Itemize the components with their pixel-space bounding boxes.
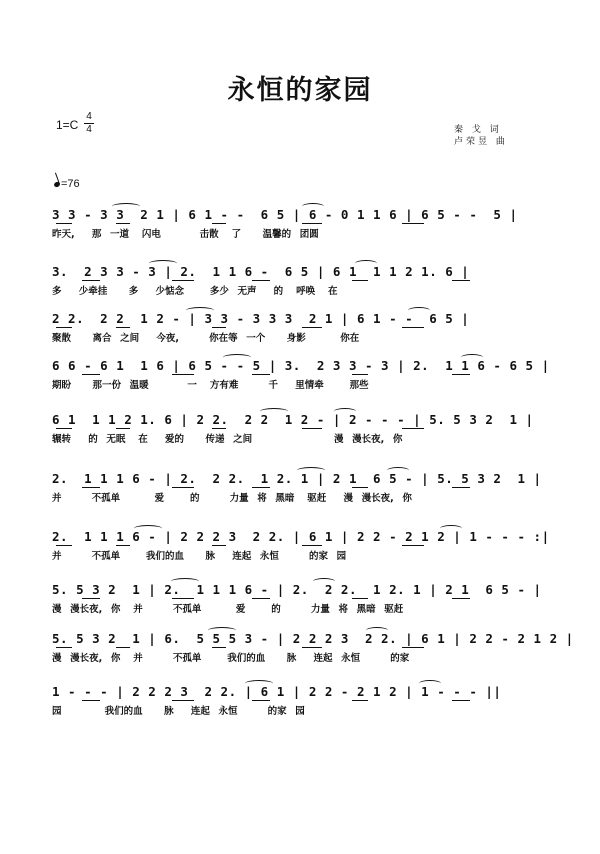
notes-text: 2 2. 2 2 1 2 - | 3 3 - 3 3 3 2 1 | 6 1 - - 6 5 | [52, 311, 470, 326]
score-row [52, 410, 534, 446]
beam-line [352, 598, 368, 599]
slur-mark [112, 203, 140, 210]
beam-line [172, 700, 194, 701]
notation-line [52, 580, 542, 600]
beam-line [452, 598, 470, 599]
notes-text: 3 3 - 3 3 2 1 | 6 1 - - 6 5 | 6 - 0 1 1 6 | 6 5 - - 5 | [52, 207, 518, 222]
beam-line [56, 223, 72, 224]
slur-mark [208, 627, 236, 634]
song-title: 永恒的家园 [227, 75, 373, 106]
notation-line [52, 629, 574, 649]
beam-line [302, 223, 322, 224]
lyrics-line: 园 我们的血 脉 连起 永恒 的家 园 [52, 706, 305, 717]
beam-line [212, 223, 226, 224]
slur-mark [419, 680, 441, 687]
tempo-marking [54, 178, 80, 190]
key-signature [56, 111, 92, 135]
beam-line [212, 428, 226, 429]
beam-line [252, 700, 270, 701]
notes-text: 2. 1 1 1 6 - | 2. 2 2. 1 2. 1 | 2 1 6 5 - | 5. 5 3 2 1 | [52, 471, 542, 486]
lyrics-line: 漫 漫长夜, 你 并 不孤单 我们的血 脉 连起 永恒 的家 [52, 653, 410, 664]
slur-mark [334, 408, 356, 415]
beam-line [172, 374, 194, 375]
beam-line [212, 327, 226, 328]
slur-mark [461, 354, 483, 361]
lyrics-line: 多 少牵挂 多 少惦念 多少 无声 的 呼唤 在 [52, 286, 338, 297]
beam-line [302, 545, 322, 546]
beam-line [82, 598, 100, 599]
beam-line [56, 545, 72, 546]
time-signature-bottom: 4 [86, 124, 92, 135]
slur-mark [245, 680, 273, 687]
time-signature-top: 4 [86, 111, 92, 122]
slur-mark [355, 260, 377, 267]
slur-mark [134, 525, 162, 532]
beam-line [402, 327, 424, 328]
beam-line [116, 428, 130, 429]
score-row [52, 309, 530, 345]
tempo-text: =76 [61, 178, 80, 190]
credits [454, 124, 508, 148]
lyrics-line: 聚散 离合 之间 今夜, 你在等 一个 身影 你在 [52, 333, 360, 344]
slur-mark [302, 203, 324, 210]
beam-line [116, 647, 130, 648]
beam-line [172, 598, 194, 599]
beam-line [302, 647, 322, 648]
beam-line [116, 545, 130, 546]
beam-line [56, 327, 72, 328]
beam-line [402, 647, 424, 648]
lyrics-line: 并 不孤单 爱 的 力量 将 黑暗 驱赶 漫 漫长夜, 你 [52, 493, 412, 504]
beam-line [116, 223, 130, 224]
notes-text: 5. 5 3 2 1 | 6. 5 5 5 3 - | 2 2 2 3 2 2. | 6 1 | 2 2 - 2 1 2 | [52, 631, 574, 646]
slur-mark [366, 627, 388, 634]
beam-line [82, 374, 100, 375]
beam-line [302, 327, 322, 328]
slur-mark [440, 525, 462, 532]
beam-line [352, 487, 368, 488]
key-text: 1=C [56, 118, 79, 132]
time-signature [84, 112, 94, 135]
notes-text: 6 1 1 1 2 1. 6 | 2 2. 2 2 1 2 - | 2 - - - | 5. 5 3 2 1 | [52, 412, 534, 427]
beam-line [402, 223, 424, 224]
score-row [52, 356, 550, 392]
beam-line [452, 280, 470, 281]
beam-line [252, 280, 270, 281]
slur-mark [171, 578, 199, 585]
slur-mark [408, 307, 430, 314]
notation-line [52, 262, 530, 282]
composer-credit: 卢荣昱 曲 [454, 137, 508, 147]
score-row [52, 527, 550, 563]
notation-line [52, 309, 530, 329]
notes-text: 3. 2 3 3 - 3 | 2. 1 1 6 - 6 5 | 6 1 1 1 2 1. 6 | [52, 264, 470, 279]
notes-text: 1 - - - | 2 2 2 3 2 2. | 6 1 | 2 2 - 2 1 2 | 1 - - - || [52, 684, 502, 699]
slur-mark [260, 408, 288, 415]
beam-line [82, 700, 100, 701]
slur-mark [149, 260, 177, 267]
slur-mark [387, 467, 409, 474]
notation-line [52, 410, 534, 430]
beam-line [452, 487, 470, 488]
beam-line [252, 487, 270, 488]
slur-mark [223, 354, 251, 361]
beam-line [212, 545, 226, 546]
lyrics-line: 并 不孤单 我们的血 脉 连起 永恒 的家 园 [52, 551, 347, 562]
beam-line [352, 374, 368, 375]
beam-line [252, 598, 270, 599]
beam-line [56, 428, 72, 429]
score-row [52, 682, 530, 718]
score-row [52, 629, 574, 665]
notes-text: 6 6 - 6 1 1 6 | 6 5 - - 5 | 3. 2 3 3 - 3 | 2. 1 1 6 - 6 5 | [52, 358, 550, 373]
quarter-note-icon [53, 181, 60, 188]
beam-line [452, 700, 470, 701]
beam-line [402, 545, 424, 546]
lyrics-line: 辗转 的 无眠 在 爱的 传递 之间 漫 漫长夜, 你 [52, 434, 403, 445]
lyrics-line: 漫 漫长夜, 你 并 不孤单 爱 的 力量 将 黑暗 驱赶 [52, 604, 404, 615]
notation-line [52, 527, 550, 547]
beam-line [172, 487, 194, 488]
score-row [52, 262, 530, 298]
score-row [52, 580, 542, 616]
beam-line [172, 280, 194, 281]
score-row [52, 205, 530, 241]
beam-line [252, 374, 270, 375]
lyrics-line: 昨天, 那 一道 闪电 击散 了 温馨的 团圆 [52, 229, 319, 240]
lyricist-credit: 秦 戈 词 [454, 125, 502, 135]
beam-line [302, 428, 322, 429]
slur-mark [186, 307, 214, 314]
notation-line [52, 205, 530, 225]
beam-line [352, 280, 368, 281]
beam-line [352, 700, 368, 701]
notes-text: 2. 1 1 1 6 - | 2 2 2 3 2 2. | 6 1 | 2 2 - 2 1 2 | 1 - - - :| [52, 529, 550, 544]
beam-line [56, 647, 72, 648]
lyrics-line: 期盼 那一份 温暖 一 方有难 千 里情牵 那些 [52, 380, 369, 391]
slur-mark [313, 578, 335, 585]
beam-line [116, 327, 130, 328]
beam-line [402, 428, 424, 429]
beam-line [82, 280, 100, 281]
slur-mark [297, 467, 325, 474]
notes-text: 5. 5 3 2 1 | 2. 1 1 1 6 - | 2. 2 2. 1 2. 1 | 2 1 6 5 - | [52, 582, 542, 597]
notation-line [52, 682, 530, 702]
notation-line [52, 356, 550, 376]
notation-line [52, 469, 542, 489]
beam-line [212, 647, 226, 648]
score-row [52, 469, 542, 505]
beam-line [82, 487, 100, 488]
beam-line [452, 374, 470, 375]
